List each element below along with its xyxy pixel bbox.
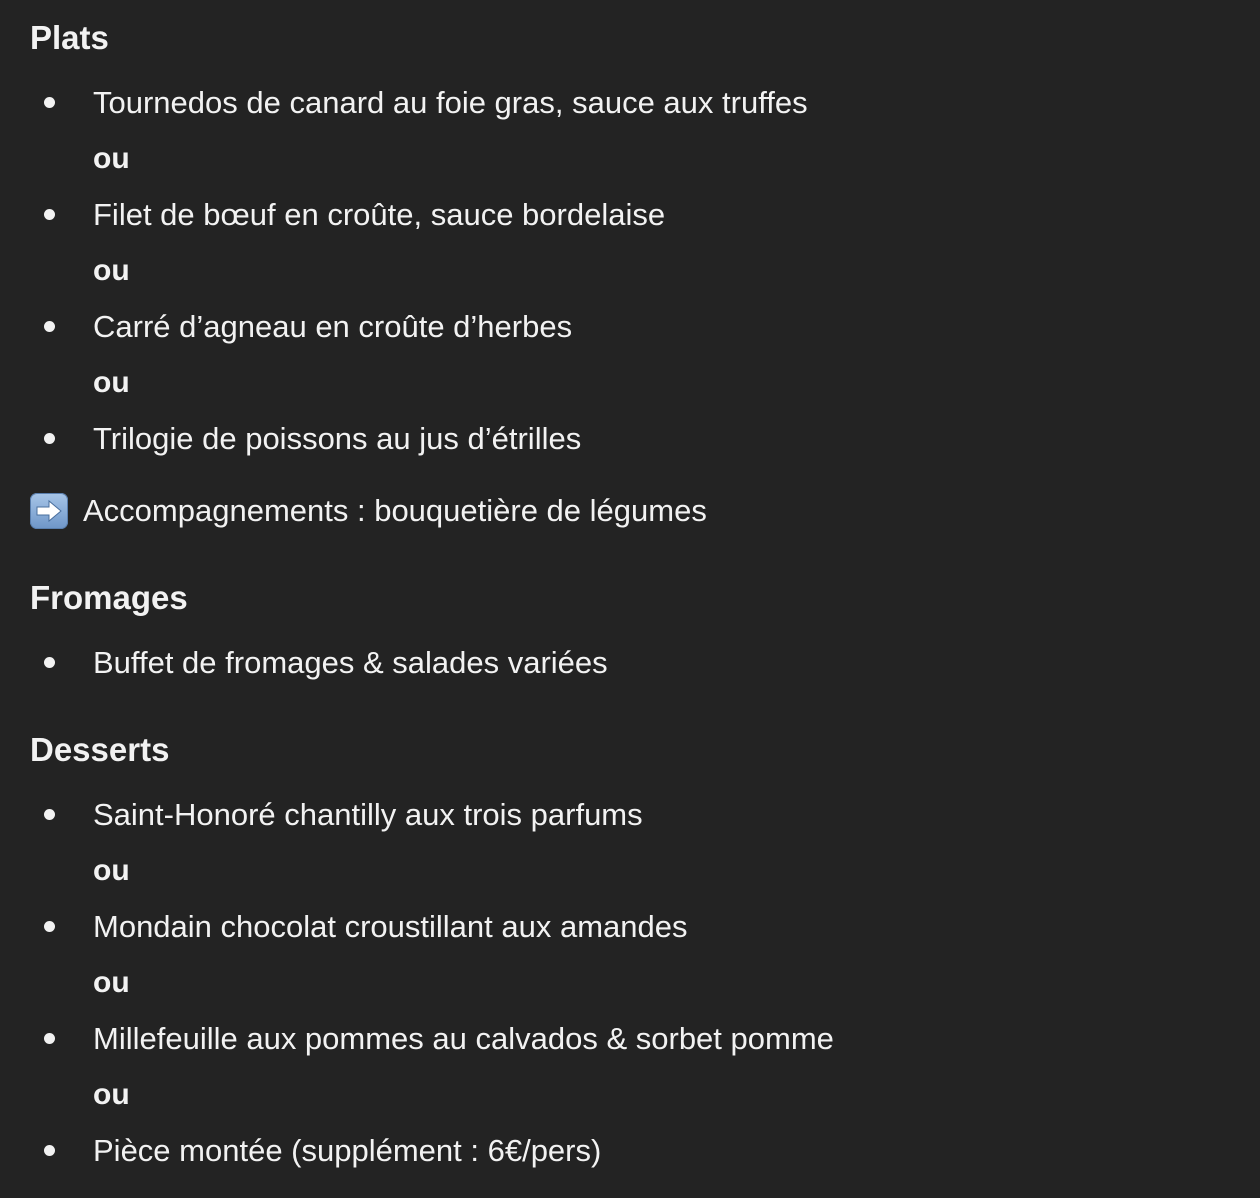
section-title-plats: Plats xyxy=(30,19,109,56)
list-item xyxy=(0,195,1260,235)
bullet-icon xyxy=(44,1145,55,1156)
bullet-icon xyxy=(44,1033,55,1044)
separator-ou: ou xyxy=(93,966,130,999)
bullet-icon xyxy=(44,321,55,332)
section-title-fromages: Fromages xyxy=(30,579,188,616)
list-item xyxy=(0,307,1260,347)
list-item xyxy=(0,907,1260,947)
bullet-icon xyxy=(44,809,55,820)
list-item-text: Filet de bœuf en croûte, sauce bordelaise xyxy=(93,197,666,232)
list-item xyxy=(0,1131,1260,1171)
right-arrow-emoji-icon xyxy=(30,493,68,529)
accompaniment-note xyxy=(30,491,1230,531)
list-item xyxy=(0,83,1260,123)
list-item xyxy=(0,643,1260,683)
separator-ou: ou xyxy=(93,142,130,175)
separator-ou: ou xyxy=(93,854,130,887)
bullet-icon xyxy=(44,657,55,668)
separator-ou: ou xyxy=(93,254,130,287)
list-item-text: Mondain chocolat croustillant aux amandes xyxy=(93,909,688,944)
list-item xyxy=(0,419,1260,459)
list-item-text: Tournedos de canard au foie gras, sauce aux truffes xyxy=(93,85,808,120)
list-item xyxy=(0,795,1260,835)
list-item-text: Carré d’agneau en croûte d’herbes xyxy=(93,309,573,344)
list-item-text: Buffet de fromages & salades variées xyxy=(93,645,608,680)
bullet-icon xyxy=(44,97,55,108)
list-item-text: Trilogie de poissons au jus d’étrilles xyxy=(93,421,582,456)
list-item-text: Saint-Honoré chantilly aux trois parfums xyxy=(93,797,643,832)
bullet-icon xyxy=(44,433,55,444)
list-item xyxy=(0,1019,1260,1059)
accompaniment-text: Accompagnements : bouquetière de légumes xyxy=(83,493,707,528)
separator-ou: ou xyxy=(93,1078,130,1111)
bullet-icon xyxy=(44,921,55,932)
separator-ou: ou xyxy=(93,366,130,399)
list-item-text: Pièce montée (supplément : 6€/pers) xyxy=(93,1133,602,1168)
bullet-icon xyxy=(44,209,55,220)
list-item-text: Millefeuille aux pommes au calvados & sorbet pomme xyxy=(93,1021,834,1056)
section-title-desserts: Desserts xyxy=(30,731,170,768)
